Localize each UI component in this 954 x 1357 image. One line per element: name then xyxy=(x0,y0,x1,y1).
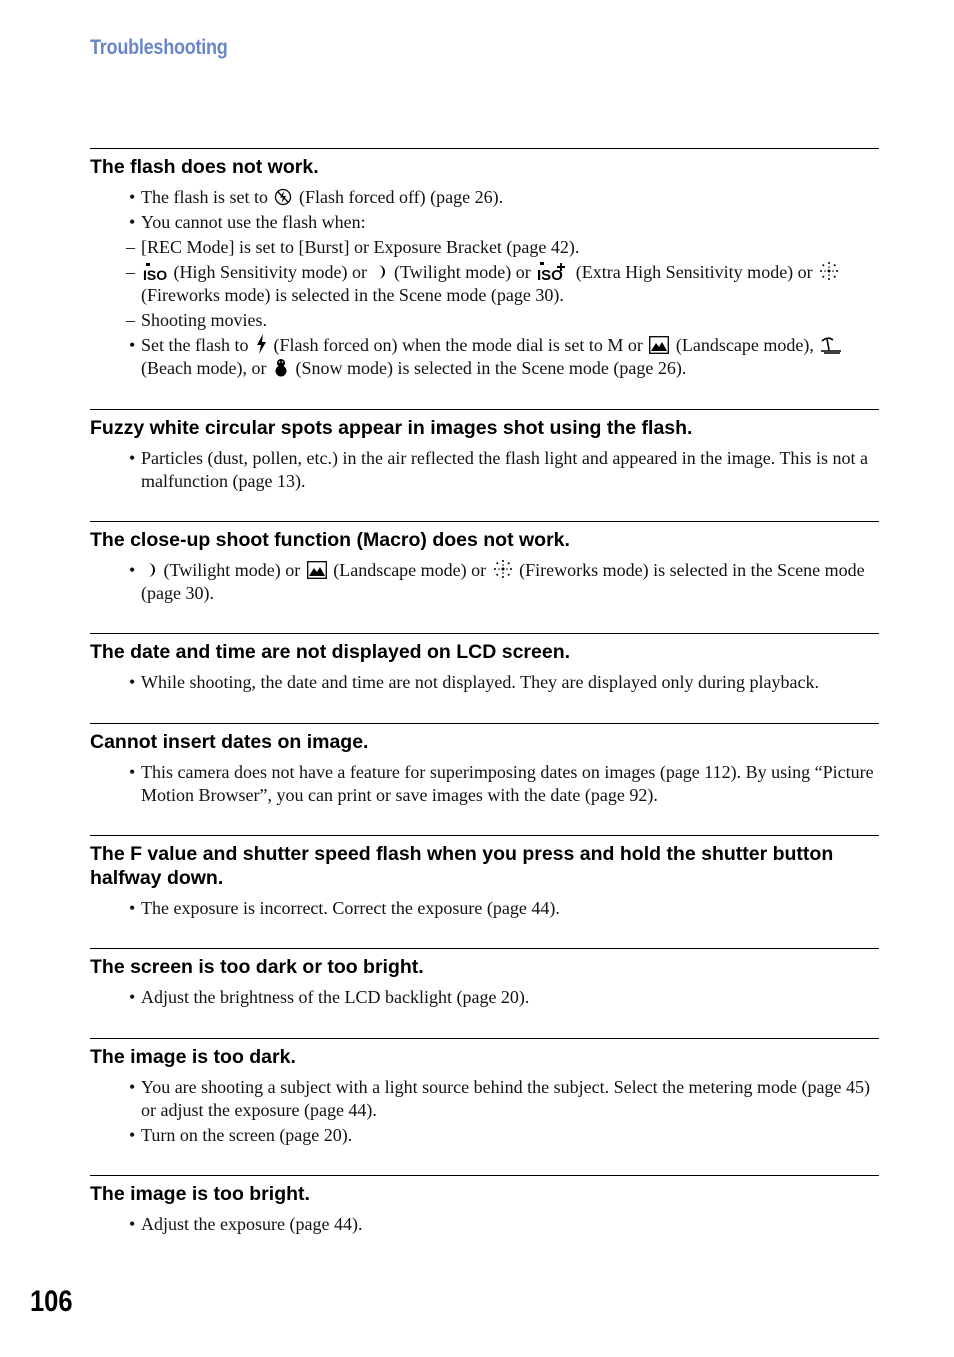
list-item: • You are shooting a subject with a light source behind the subject. Select the metering mode (page 45) or adjust the exposure (page 44). xyxy=(90,1076,879,1122)
section-screen-brightness xyxy=(90,948,879,1038)
section-title: The date and time are not displayed on LCD screen. xyxy=(90,641,571,663)
section-insert-dates xyxy=(90,723,879,835)
section-title: The screen is too dark or too bright. xyxy=(90,956,424,978)
section-date-time xyxy=(90,633,879,723)
high-sensitivity-iso-icon xyxy=(143,263,167,281)
list-subitem: – ISO (High Sensitivity mode) or (Twilight mode) or ISO (Extra High Sensitivity mode) or (Fireworks mode) is selected in the Scene mode (page 30). xyxy=(75,261,879,307)
list-item: • This camera does not have a feature for superimposing dates on images (page 112). By using “Picture Motion Browser”, you can print or save images with the date (page 92). xyxy=(90,761,879,807)
list-item: • You cannot use the flash when: xyxy=(90,211,879,234)
list-item: • (Twilight mode) or (Landscape mode) or (Fireworks mode) is selected in the Scene mode (page 30). xyxy=(90,559,879,605)
list-item: • The exposure is incorrect. Correct the exposure (page 44). xyxy=(90,897,879,920)
fireworks-icon xyxy=(493,559,513,579)
svg-text:ISO: ISO xyxy=(537,267,564,281)
troubleshooting-content xyxy=(90,148,879,1252)
snow-icon xyxy=(273,357,289,377)
list-item: • Adjust the exposure (page 44). xyxy=(90,1213,879,1236)
flash-off-icon xyxy=(274,188,292,206)
page-number: 106 xyxy=(30,1285,73,1318)
landscape-icon xyxy=(307,561,327,579)
section-title: The close-up shoot function (Macro) does not work. xyxy=(90,529,570,551)
section-title: Fuzzy white circular spots appear in images shot using the flash. xyxy=(90,417,693,439)
list-item: • The flash is set to (Flash forced off) (page 26). xyxy=(90,186,879,209)
list-item: • Turn on the screen (page 20). xyxy=(90,1124,879,1147)
list-subitem: – Shooting movies. xyxy=(75,309,879,332)
fireworks-icon xyxy=(819,261,839,281)
section-macro xyxy=(90,521,879,633)
beach-icon xyxy=(820,336,842,354)
section-title: The image is too bright. xyxy=(90,1183,310,1205)
list-item: • Set the flash to (Flash forced on) when the mode dial is set to M or (Landscape mode), (Beach mode), or (Snow mode) is selected in the Scene mode (page 26). xyxy=(90,334,879,380)
list-subitem: – [REC Mode] is set to [Burst] or Exposure Bracket (page 42). xyxy=(75,236,879,259)
section-image-too-dark xyxy=(90,1038,879,1175)
section-title: The image is too dark. xyxy=(90,1046,296,1068)
twilight-moon-icon xyxy=(373,263,387,281)
extra-high-sensitivity-iso-icon xyxy=(537,261,569,281)
list-item: • Adjust the brightness of the LCD backlight (page 20). xyxy=(90,986,879,1009)
twilight-moon-icon xyxy=(143,561,157,579)
landscape-icon xyxy=(649,336,669,354)
section-title: Cannot insert dates on image. xyxy=(90,731,369,753)
section-title: The F value and shutter speed flash when you press and hold the shutter button halfway down. xyxy=(90,843,834,889)
section-flash-not-work xyxy=(90,148,879,409)
list-item: • While shooting, the date and time are not displayed. They are displayed only during playback. xyxy=(90,671,879,694)
section-image-too-bright xyxy=(90,1175,879,1252)
list-item: • Particles (dust, pollen, etc.) in the air reflected the flash light and appeared in the image. This is not a malfunction (page 13). xyxy=(90,447,879,493)
flash-forced-on-icon xyxy=(255,334,267,354)
running-header: Troubleshooting xyxy=(90,36,228,59)
section-title: The flash does not work. xyxy=(90,156,319,178)
svg-text:ISO: – ISO xyxy=(143,267,167,281)
section-f-value-flash xyxy=(90,835,879,948)
section-fuzzy-spots xyxy=(90,409,879,521)
